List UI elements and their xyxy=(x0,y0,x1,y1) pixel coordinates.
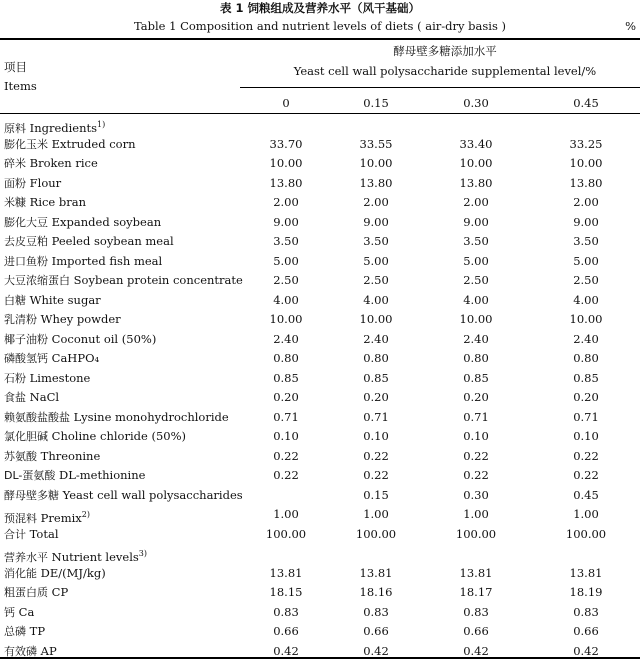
row-label-en: Broken rice xyxy=(30,156,98,170)
table-cell: 0.42 xyxy=(436,642,516,661)
header-partial-rule xyxy=(240,87,640,88)
table-cell: 0.83 xyxy=(546,603,626,623)
table-cell: 2.40 xyxy=(246,330,326,350)
row-label-cn: 碎米 xyxy=(4,157,26,170)
row-label-en: Expanded soybean xyxy=(52,215,161,229)
table-title-cn: 表 1 饲粮组成及营养水平（风干基础） xyxy=(0,1,640,15)
row-label xyxy=(4,310,121,330)
table-cell: 0.22 xyxy=(246,466,326,486)
table-cell: 33.40 xyxy=(436,135,516,155)
table-cell: 0.20 xyxy=(246,388,326,408)
row-label-en: Threonine xyxy=(41,449,101,463)
row-label-en: Nutrient levels xyxy=(52,550,139,564)
table-body xyxy=(0,115,640,661)
table-cell: 0.22 xyxy=(546,466,626,486)
table-row xyxy=(0,135,640,155)
table-cell: 0.66 xyxy=(546,622,626,642)
row-label-en: NaCl xyxy=(30,390,59,404)
row-label-cn: 白糖 xyxy=(4,294,26,307)
table-cell: 13.81 xyxy=(436,564,516,584)
table-cell: 0.20 xyxy=(436,388,516,408)
table-row xyxy=(0,525,640,545)
row-label-cn: 米糠 xyxy=(4,196,26,209)
table-cell: 0.22 xyxy=(436,447,516,467)
table-row xyxy=(0,544,640,564)
table-cell: 3.50 xyxy=(336,232,416,252)
row-label xyxy=(4,330,156,350)
table-cell: 0.20 xyxy=(336,388,416,408)
row-label-cn: 苏氨酸 xyxy=(4,450,37,463)
row-label xyxy=(4,369,90,389)
table-cell: 0.22 xyxy=(436,466,516,486)
row-label xyxy=(4,193,86,213)
level-0: 0 xyxy=(246,96,326,110)
table-row xyxy=(0,271,640,291)
header-items-en: Items xyxy=(4,79,37,93)
row-label xyxy=(4,271,243,291)
table-row xyxy=(0,115,640,135)
table-cell: 0.83 xyxy=(336,603,416,623)
row-label xyxy=(4,408,229,428)
level-3: 0.45 xyxy=(546,96,626,110)
header-level-cn: 酵母壁多糖添加水平 xyxy=(250,44,640,58)
table-cell: 10.00 xyxy=(246,310,326,330)
row-label-cn: 赖氨酸盐酸盐 xyxy=(4,411,70,424)
table-cell: 100.00 xyxy=(336,525,416,545)
table-cell: 0.85 xyxy=(246,369,326,389)
row-label xyxy=(4,486,243,506)
header-items-cn: 项目 xyxy=(4,60,27,74)
table-row xyxy=(0,622,640,642)
table-row xyxy=(0,369,640,389)
table-cell: 13.81 xyxy=(336,564,416,584)
level-2: 0.30 xyxy=(436,96,516,110)
row-label-cn: 有效磷 xyxy=(4,645,37,658)
row-label-en: Rice bran xyxy=(30,195,86,209)
row-label xyxy=(4,603,34,623)
table-cell: 0.30 xyxy=(436,486,516,506)
table-cell: 2.40 xyxy=(336,330,416,350)
table-row xyxy=(0,505,640,525)
table-row xyxy=(0,252,640,272)
table-cell: 13.80 xyxy=(336,174,416,194)
row-label-en: Ca xyxy=(19,605,35,619)
row-label-cn: 石粉 xyxy=(4,372,26,385)
table-cell: 0.71 xyxy=(246,408,326,428)
row-label xyxy=(4,564,106,584)
top-rule xyxy=(0,38,640,40)
table-cell: 13.80 xyxy=(436,174,516,194)
table-cell: 10.00 xyxy=(436,154,516,174)
table-cell: 10.00 xyxy=(436,310,516,330)
table-cell: 0.83 xyxy=(246,603,326,623)
row-label xyxy=(4,154,98,174)
table-cell: 0.85 xyxy=(546,369,626,389)
row-label xyxy=(4,252,162,272)
table-cell: 18.15 xyxy=(246,583,326,603)
table-cell: 0.66 xyxy=(436,622,516,642)
table-cell: 0.10 xyxy=(436,427,516,447)
row-label-cn: 磷酸氢钙 xyxy=(4,352,48,365)
table-cell: 0.71 xyxy=(436,408,516,428)
table-cell: 0.66 xyxy=(336,622,416,642)
row-label-cn: 椰子油粉 xyxy=(4,333,48,346)
table-cell: 2.50 xyxy=(546,271,626,291)
table-cell: 0.42 xyxy=(546,642,626,661)
table-cell: 0.42 xyxy=(246,642,326,661)
row-label-en: Yeast cell wall polysaccharides xyxy=(63,488,243,502)
table-cell: 0.10 xyxy=(246,427,326,447)
table-cell: 2.40 xyxy=(546,330,626,350)
row-label-cn: 乳清粉 xyxy=(4,313,37,326)
table-row xyxy=(0,564,640,584)
row-label xyxy=(4,291,101,311)
table-cell: 2.00 xyxy=(546,193,626,213)
table-cell: 4.00 xyxy=(546,291,626,311)
table-cell: 2.00 xyxy=(436,193,516,213)
table-cell: 3.50 xyxy=(546,232,626,252)
table-cell: 2.40 xyxy=(436,330,516,350)
level-1: 0.15 xyxy=(336,96,416,110)
table-cell: 1.00 xyxy=(336,505,416,525)
header-level-en: Yeast cell wall polysaccharide supplemental level/% xyxy=(250,64,640,78)
table-row xyxy=(0,349,640,369)
row-label xyxy=(4,349,99,369)
table-cell: 4.00 xyxy=(336,291,416,311)
table-cell: 2.00 xyxy=(246,193,326,213)
table-cell: 10.00 xyxy=(546,310,626,330)
table-cell: 5.00 xyxy=(546,252,626,272)
row-label-en: Extruded corn xyxy=(52,137,136,151)
table-cell: 0.15 xyxy=(336,486,416,506)
table-row xyxy=(0,232,640,252)
table-row xyxy=(0,486,640,506)
table-cell: 9.00 xyxy=(436,213,516,233)
table-cell: 10.00 xyxy=(336,154,416,174)
footnote-marker: 3) xyxy=(139,549,147,558)
table-cell: 0.42 xyxy=(336,642,416,661)
table-cell: 0.71 xyxy=(336,408,416,428)
table-cell: 13.80 xyxy=(246,174,326,194)
table-cell: 0.80 xyxy=(246,349,326,369)
row-label-cn: 去皮豆粕 xyxy=(4,235,48,248)
row-label xyxy=(4,174,61,194)
row-label-cn: 面粉 xyxy=(4,177,26,190)
table-cell: 2.00 xyxy=(336,193,416,213)
table-row xyxy=(0,291,640,311)
row-label xyxy=(4,427,186,447)
table-cell: 100.00 xyxy=(246,525,326,545)
table-row xyxy=(0,603,640,623)
table-cell: 0.10 xyxy=(546,427,626,447)
table-cell: 0.10 xyxy=(336,427,416,447)
header-bottom-rule xyxy=(0,113,640,114)
table-cell: 0.80 xyxy=(436,349,516,369)
row-label-en: Coconut oil (50%) xyxy=(52,332,157,346)
table-row xyxy=(0,154,640,174)
row-label-en: Limestone xyxy=(30,371,91,385)
table-title-en: Table 1 Composition and nutrient levels of diets ( air-dry basis ) xyxy=(0,19,640,33)
table-cell: 0.80 xyxy=(336,349,416,369)
table-row xyxy=(0,388,640,408)
row-label-en: DL-methionine xyxy=(59,468,145,482)
table-row xyxy=(0,583,640,603)
row-label xyxy=(4,213,161,233)
table-cell: 0.85 xyxy=(436,369,516,389)
table-cell: 18.16 xyxy=(336,583,416,603)
row-label-en: CaHPO₄ xyxy=(52,351,99,365)
table-cell: 100.00 xyxy=(546,525,626,545)
table-unit: % xyxy=(625,19,636,33)
table-cell: 0.85 xyxy=(336,369,416,389)
row-label-cn: 酵母壁多糖 xyxy=(4,489,59,502)
row-label-en: Peeled soybean meal xyxy=(52,234,174,248)
table-cell: 33.70 xyxy=(246,135,326,155)
table-cell: 0.80 xyxy=(546,349,626,369)
table-cell: 13.81 xyxy=(546,564,626,584)
table-cell: 9.00 xyxy=(246,213,326,233)
row-label-cn: 总磷 xyxy=(4,625,26,638)
table-cell: 4.00 xyxy=(436,291,516,311)
row-label-cn: 膨化大豆 xyxy=(4,216,48,229)
row-label-en: Total xyxy=(30,527,59,541)
table-cell: 1.00 xyxy=(546,505,626,525)
table-cell: 2.50 xyxy=(246,271,326,291)
table-cell: 1.00 xyxy=(436,505,516,525)
row-label-cn: 合计 xyxy=(4,528,26,541)
row-label-cn: DL-蛋氨酸 xyxy=(4,469,55,482)
row-label xyxy=(4,525,59,545)
footnote-marker: 1) xyxy=(97,120,105,129)
table-cell: 4.00 xyxy=(246,291,326,311)
row-label-cn: 营养水平 xyxy=(4,551,48,564)
row-label-cn: 预混料 xyxy=(4,512,37,525)
table-row xyxy=(0,213,640,233)
table-cell: 0.71 xyxy=(546,408,626,428)
header-levels xyxy=(0,96,640,112)
table-row xyxy=(0,466,640,486)
table-cell: 0.22 xyxy=(546,447,626,467)
row-label-cn: 食盐 xyxy=(4,391,26,404)
row-label xyxy=(4,622,45,642)
table-cell: 2.50 xyxy=(436,271,516,291)
row-label-cn: 钙 xyxy=(4,606,15,619)
table-cell: 0.45 xyxy=(546,486,626,506)
row-label-en: Premix xyxy=(41,511,82,525)
table-cell: 0.66 xyxy=(246,622,326,642)
table-cell: 0.22 xyxy=(246,447,326,467)
table-cell: 0.22 xyxy=(336,447,416,467)
table-cell: 5.00 xyxy=(246,252,326,272)
row-label xyxy=(4,232,174,252)
table-cell: 18.17 xyxy=(436,583,516,603)
table-row xyxy=(0,174,640,194)
table-row xyxy=(0,427,640,447)
row-label-en: Whey powder xyxy=(41,312,121,326)
row-label-cn: 消化能 xyxy=(4,567,37,580)
row-label-en: Lysine monohydrochloride xyxy=(74,410,229,424)
row-label-en: White sugar xyxy=(30,293,101,307)
row-label-cn: 膨化玉米 xyxy=(4,138,48,151)
row-label-en: CP xyxy=(52,585,69,599)
table-row xyxy=(0,408,640,428)
table-cell: 0.22 xyxy=(336,466,416,486)
table-row xyxy=(0,193,640,213)
table-cell: 0.83 xyxy=(436,603,516,623)
table-cell: 33.25 xyxy=(546,135,626,155)
row-label-en: Soybean protein concentrate xyxy=(74,273,243,287)
row-label-cn: 大豆浓缩蛋白 xyxy=(4,274,70,287)
row-label xyxy=(4,466,145,486)
table-cell: 5.00 xyxy=(336,252,416,272)
table-cell: 3.50 xyxy=(436,232,516,252)
table-cell: 13.80 xyxy=(546,174,626,194)
table-cell: 10.00 xyxy=(336,310,416,330)
footnote-marker: 2) xyxy=(82,510,90,519)
row-label-en: DE/(MJ/kg) xyxy=(41,566,106,580)
row-label xyxy=(4,583,68,603)
table-cell: 10.00 xyxy=(246,154,326,174)
row-label-cn: 氯化胆碱 xyxy=(4,430,48,443)
table-row xyxy=(0,310,640,330)
table-cell: 10.00 xyxy=(546,154,626,174)
table-row xyxy=(0,447,640,467)
row-label-en: Ingredients xyxy=(30,121,97,135)
row-label xyxy=(4,388,59,408)
table-cell: 5.00 xyxy=(436,252,516,272)
row-label-cn: 原料 xyxy=(4,122,26,135)
table-cell: 3.50 xyxy=(246,232,326,252)
row-label-en: Choline chloride (50%) xyxy=(52,429,186,443)
table-row xyxy=(0,330,640,350)
table-cell: 18.19 xyxy=(546,583,626,603)
row-label-en: Imported fish meal xyxy=(52,254,163,268)
row-label-en: TP xyxy=(30,624,45,638)
row-label-en: Flour xyxy=(30,176,62,190)
row-label xyxy=(4,135,136,155)
table-cell: 13.81 xyxy=(246,564,326,584)
table-cell: 100.00 xyxy=(436,525,516,545)
table-cell: 2.50 xyxy=(336,271,416,291)
table-cell: 33.55 xyxy=(336,135,416,155)
row-label xyxy=(4,447,100,467)
table-cell: 9.00 xyxy=(546,213,626,233)
table-cell: 1.00 xyxy=(246,505,326,525)
row-label-cn: 进口鱼粉 xyxy=(4,255,48,268)
table-cell: 9.00 xyxy=(336,213,416,233)
row-label-cn: 粗蛋白质 xyxy=(4,586,48,599)
table-cell: 0.20 xyxy=(546,388,626,408)
row-label-en: AP xyxy=(41,644,57,658)
